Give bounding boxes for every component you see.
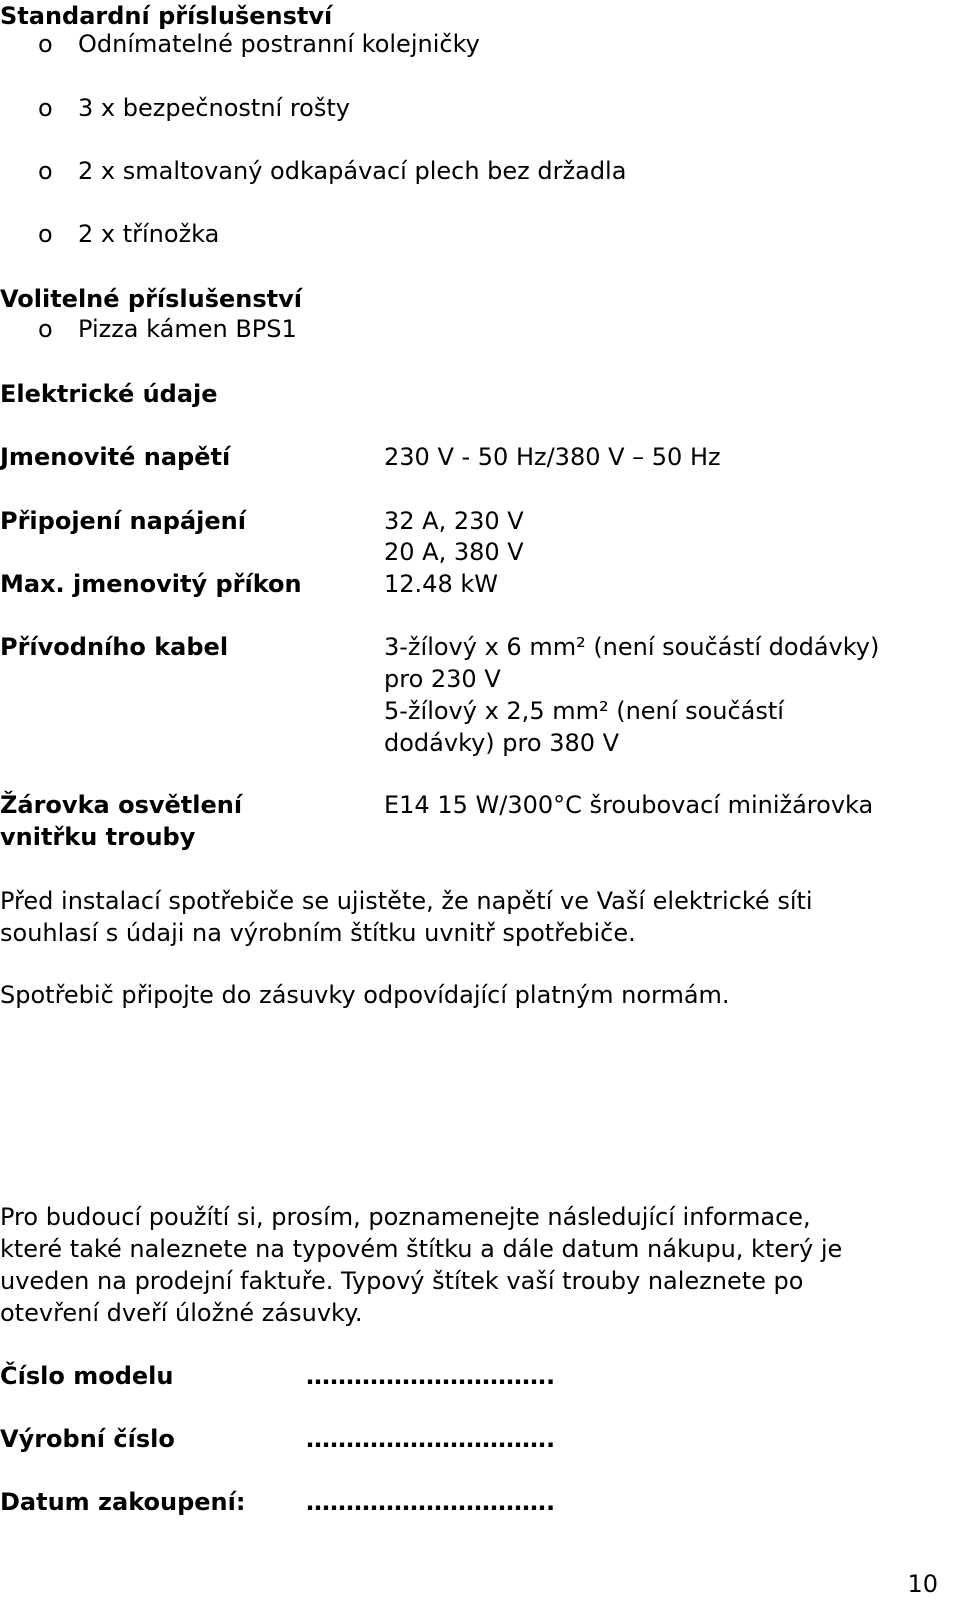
model-number-blank: …………………………. (306, 1362, 556, 1390)
oven-lamp-value: E14 15 W/300°C šroubovací minižárovka (384, 791, 874, 819)
max-power-value: 12.48 kW (384, 570, 498, 598)
optional-accessories-heading: Volitelné příslušenství (0, 285, 303, 313)
supply-cable-value: 5-žílový x 2,5 mm² (není součástí (384, 697, 784, 725)
oven-lamp-label: vnitřku trouby (0, 823, 196, 851)
serial-number-blank: …………………………. (306, 1425, 556, 1453)
purchase-date-label: Datum zakoupení: (0, 1488, 246, 1516)
bullet-marker: o (38, 30, 53, 58)
list-item-text: Odnímatelné postranní kolejničky (78, 30, 480, 58)
bullet-marker: o (38, 157, 53, 185)
install-note-line: Před instalací spotřebiče se ujistěte, že napětí ve Vaší elektrické síti (0, 887, 813, 915)
model-number-label: Číslo modelu (0, 1362, 174, 1390)
supply-cable-value: pro 230 V (384, 665, 501, 693)
supply-cable-label: Přívodního kabel (0, 633, 229, 661)
serial-number-label: Výrobní číslo (0, 1425, 175, 1453)
supply-cable-value: 3-žílový x 6 mm² (není součástí dodávky) (384, 633, 880, 661)
list-item-text: Pizza kámen BPS1 (78, 315, 297, 343)
supply-cable-value: dodávky) pro 380 V (384, 729, 620, 757)
future-note-line: Pro budoucí použítí si, prosím, poznamenejte následující informace, (0, 1203, 811, 1231)
socket-note: Spotřebič připojte do zásuvky odpovídající platným normám. (0, 981, 730, 1009)
list-item-text: 2 x smaltovaný odkapávací plech bez držadla (78, 157, 627, 185)
rated-voltage-label: Jmenovité napětí (0, 443, 231, 471)
future-note-line: které také naleznete na typovém štítku a dále datum nákupu, který je (0, 1235, 843, 1263)
install-note-line: souhlasí s údaji na výrobním štítku uvnitř spotřebiče. (0, 919, 636, 947)
max-power-label: Max. jmenovitý příkon (0, 570, 302, 598)
page-number: 10 (907, 1570, 938, 1598)
future-reference-note (0, 1201, 842, 1329)
standard-accessories-heading: Standardní příslušenství (0, 2, 333, 30)
purchase-date-blank: …………………………. (306, 1488, 556, 1516)
oven-lamp-label: Žárovka osvětlení (0, 791, 243, 819)
future-note-line: uveden na prodejní faktuře. Typový štítek vaší trouby naleznete po (0, 1267, 804, 1295)
rated-voltage-value: 230 V - 50 Hz/380 V – 50 Hz (384, 443, 721, 471)
list-item-text: 3 x bezpečnostní rošty (78, 94, 350, 122)
install-note (0, 885, 813, 949)
future-note-line: otevření dveří úložné zásuvky. (0, 1299, 363, 1327)
electrical-heading: Elektrické údaje (0, 380, 218, 408)
bullet-marker: o (38, 315, 53, 343)
list-item-text: 2 x třínožka (78, 220, 220, 248)
power-connection-label: Připojení napájení (0, 507, 246, 535)
power-connection-value: 32 A, 230 V (384, 507, 524, 535)
bullet-marker: o (38, 220, 53, 248)
bullet-marker: o (38, 94, 53, 122)
power-connection-value: 20 A, 380 V (384, 538, 524, 566)
